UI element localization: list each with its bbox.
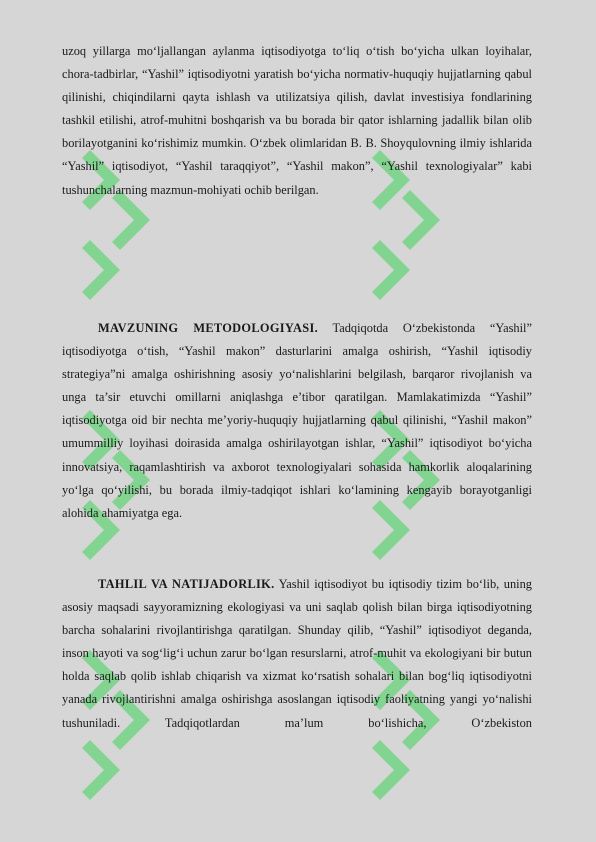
analysis-heading: TAHLIL VA NATIJADORLIK.: [98, 577, 275, 591]
methodology-paragraph: [62, 317, 532, 525]
methodology-body: Tadqiqotda O‘zbekistonda “Yashil” iqtisodiyotga o‘tish, “Yashil makon” dasturlarini amalga oshirish, “Yashil iqtisodiy strategiya”ni amalga oshirishning asosiy yo‘nalishlarini belgilash, barqaror rivojlanish va unga ta’sir etuvchi omillarni aniqlashga e’tibor qaratilgan. Mamlakatimizda “Yashil” iqtisodiyotga oid bir nechta me’yoriy-huquqiy hujjatlarning qabul qilinishi, “Yashil makon” umummilliy loyihasi doirasida amalga oshirilayotgan ishlar, “Yashil” iqtisodiyot bo‘yicha innovatsiya, raqamlashtirish va axborot texnologiyalari sohasida hamkorlik aloqalarining yo‘lga qo‘yilishi, bu borada ilmiy-tadqiqot ishlari ko‘lamining kengayib borayotganligi alohida ahamiyatga ega.: [62, 321, 532, 520]
analysis-paragraph: [62, 573, 532, 735]
analysis-body: Yashil iqtisodiyot bu iqtisodiy tizim bo‘lib, uning asosiy maqsadi sayyoramizning ekologiyasi va uni saqlab qolish bilan birga iqtisodiyotning barcha sohalarini rivojlantirishga qaratilgan. Shunday qilib, “Yashil” iqtisodiyot deganda, inson hayoti va sog‘lig‘i uchun zarur bo‘lgan resurslarni, atrof-muhit va ekologiyani bir butun holda saqlab qolib ishlab chiqarish va xizmat ko‘rsatish sohalari bilan bog‘liq iqtisodiyotni yanada rivojlantirishni amalga oshirishga asoslangan iqtisodiy faoliyatning yangi yo‘nalishi tushuniladi. Tadqiqotlardan ma’lum bo‘lishicha, O‘zbekiston: [62, 577, 532, 730]
methodology-heading: MAVZUNING METODOLOGIYASI.: [98, 321, 318, 335]
intro-paragraph-text: uzoq yillarga mo‘ljallangan aylanma iqtisodiyotga to‘liq o‘tish bo‘yicha ulkan loyihalar, chora-tadbirlar, “Yashil” iqtisodiyotni yaratish bo‘yicha normativ-huquqiy hujjatlarning qabul qilinishi, chiqindilarni qayta ishlash va utilizatsiya qilish, davlat investisiya fondlarining tashkil etilishi, atrof-muhitni boshqarish va bu borada bir qator ishlarning jadallik bilan olib borilayotganini ko‘rishimiz mumkin. O‘zbek olimlaridan B. B. Shoyqulovning ilmiy ishlarida “Yashil” iqtisodiyot, “Yashil taraqqiyot”, “Yashil makon”, “Yashil texnologiyalar” kabi tushunchalarning mazmun-mohiyati ochib berilgan.: [62, 44, 532, 197]
intro-paragraph: [62, 40, 532, 202]
